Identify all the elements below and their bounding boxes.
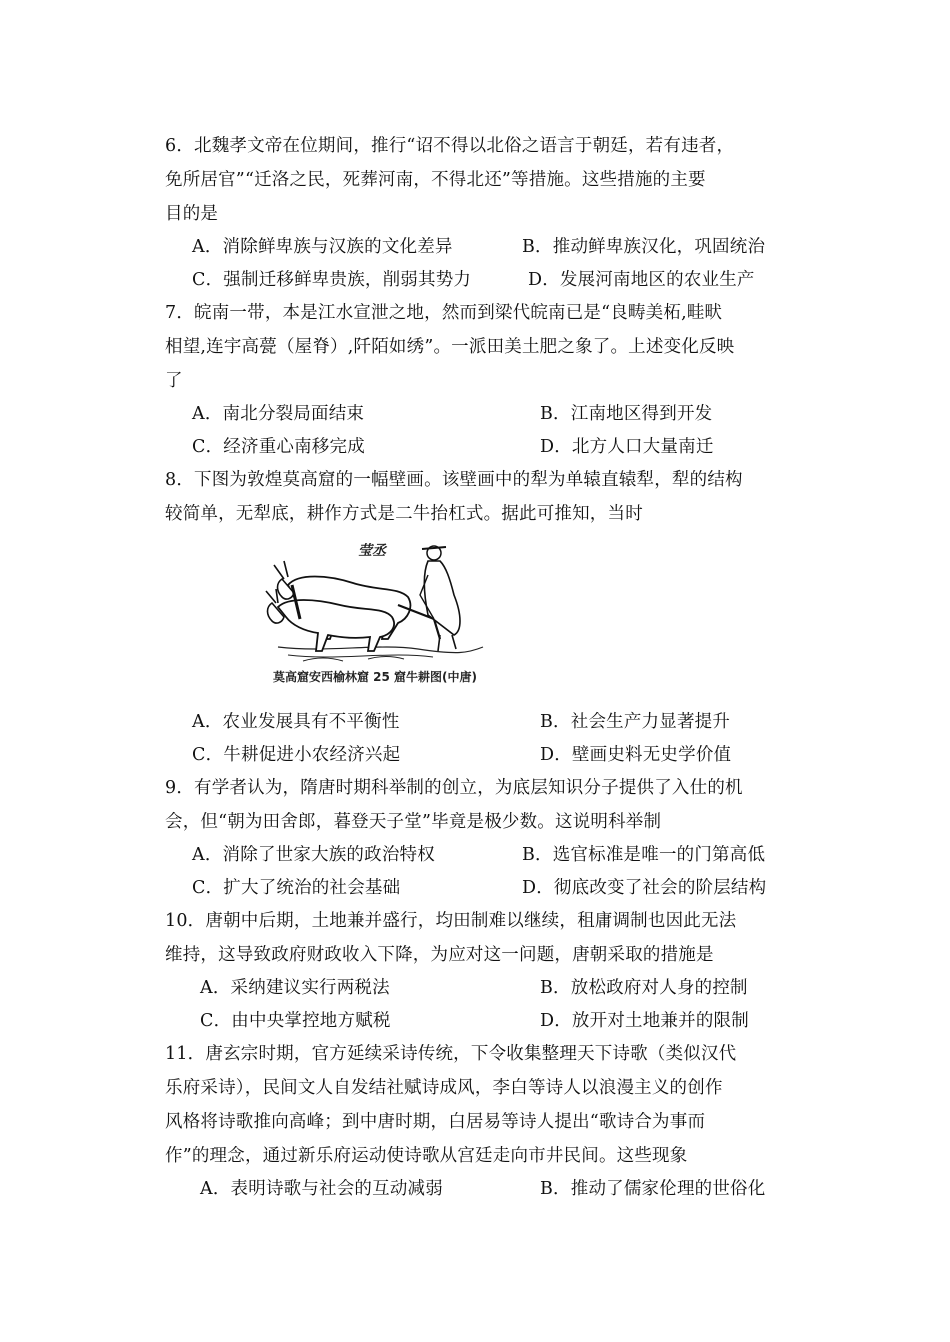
- question-9-option-b: B．选官标准是唯一的门第高低: [522, 845, 766, 865]
- question-9-option-a: A．消除了世家大族的政治特权: [192, 845, 435, 865]
- question-11-line-4: 作”的理念，通过新乐府运动使诗歌从宫廷走向市井民间。这些现象: [165, 1146, 688, 1166]
- question-7-option-a: A．南北分裂局面结束: [192, 404, 365, 424]
- question-7-line-3: 了: [165, 371, 183, 391]
- question-10-option-d: D．放开对土地兼并的限制: [540, 1011, 749, 1031]
- question-11-option-a: A．表明诗歌与社会的互动减弱: [200, 1179, 443, 1199]
- question-8-line-1: 8．下图为敦煌莫高窟的一幅壁画。该壁画中的犁为单辕直辕犁，犁的结构: [165, 470, 743, 490]
- question-6-line-2: 免所居官”“迁洛之民，死葬河南，不得北还”等措施。这些措施的主要: [165, 170, 706, 190]
- question-10-option-b: B．放松政府对人身的控制: [540, 978, 748, 998]
- question-9-option-d: D．彻底改变了社会的阶层结构: [522, 878, 767, 898]
- question-6-option-b: B．推动鲜卑族汉化，巩固统治: [522, 237, 766, 257]
- question-9-line-1: 9．有学者认为，隋唐时期科举制的创立，为底层知识分子提供了入仕的机: [165, 778, 743, 798]
- mural-inscription: 莹丞: [358, 543, 386, 559]
- question-8-option-a: A．农业发展具有不平衡性: [192, 712, 400, 732]
- question-11-line-1: 11．唐玄宗时期，官方延续采诗传统，下令收集整理天下诗歌（类似汉代: [165, 1044, 737, 1064]
- question-10-option-a: A．采纳建议实行两税法: [200, 978, 390, 998]
- question-10-option-c: C．由中央掌控地方赋税: [200, 1011, 391, 1031]
- question-11-option-b: B．推动了儒家伦理的世俗化: [540, 1179, 766, 1199]
- question-8-option-c: C．牛耕促进小农经济兴起: [192, 745, 401, 765]
- figure-caption: 莫高窟安西榆林窟 25 窟牛耕图(中唐): [272, 670, 478, 684]
- question-7-option-b: B．江南地区得到开发: [540, 404, 713, 424]
- question-6-option-d: D．发展河南地区的农业生产: [528, 270, 755, 290]
- question-8-line-2: 较简单，无犁底，耕作方式是二牛抬杠式。据此可推知，当时: [165, 504, 643, 524]
- question-8-option-b: B．社会生产力显著提升: [540, 712, 731, 732]
- question-6-line-1: 6．北魏孝文帝在位期间，推行“诏不得以北俗之语言于朝廷，若有违者，: [165, 136, 735, 156]
- question-7-line-1: 7．皖南一带，本是江水宣泄之地，然而到梁代皖南已是“良畴美柘,畦畎: [165, 303, 723, 323]
- question-11-line-2: 乐府采诗），民间文人自发结社赋诗成风，李白等诗人以浪漫主义的创作: [165, 1078, 723, 1098]
- question-11-line-3: 风格将诗歌推向高峰；到中唐时期，白居易等诗人提出“歌诗合为事而: [165, 1112, 706, 1132]
- question-10-line-1: 10．唐朝中后期，土地兼并盛行，均田制难以继续，租庸调制也因此无法: [165, 911, 737, 931]
- question-9-line-2: 会，但“朝为田舍郎，暮登天子堂”毕竟是极少数。这说明科举制: [165, 812, 662, 832]
- question-6-line-3: 目的是: [165, 204, 219, 224]
- question-8-option-d: D．壁画史料无史学价值: [540, 745, 732, 765]
- question-6-option-a: A．消除鲜卑族与汉族的文化差异: [192, 237, 453, 257]
- question-7-line-2: 相望,连宇高甍（屋脊）,阡陌如绣”。一派田美土肥之象了。上述变化反映: [165, 337, 735, 357]
- question-6-option-c: C．强制迁移鲜卑贵族，削弱其势力: [192, 270, 472, 290]
- question-7-option-c: C．经济重心南移完成: [192, 437, 365, 457]
- question-10-line-2: 维持，这导致政府财政收入下降，为应对这一问题，唐朝采取的措施是: [165, 945, 714, 965]
- question-7-option-d: D．北方人口大量南迁: [540, 437, 714, 457]
- question-9-option-c: C．扩大了统治的社会基础: [192, 878, 401, 898]
